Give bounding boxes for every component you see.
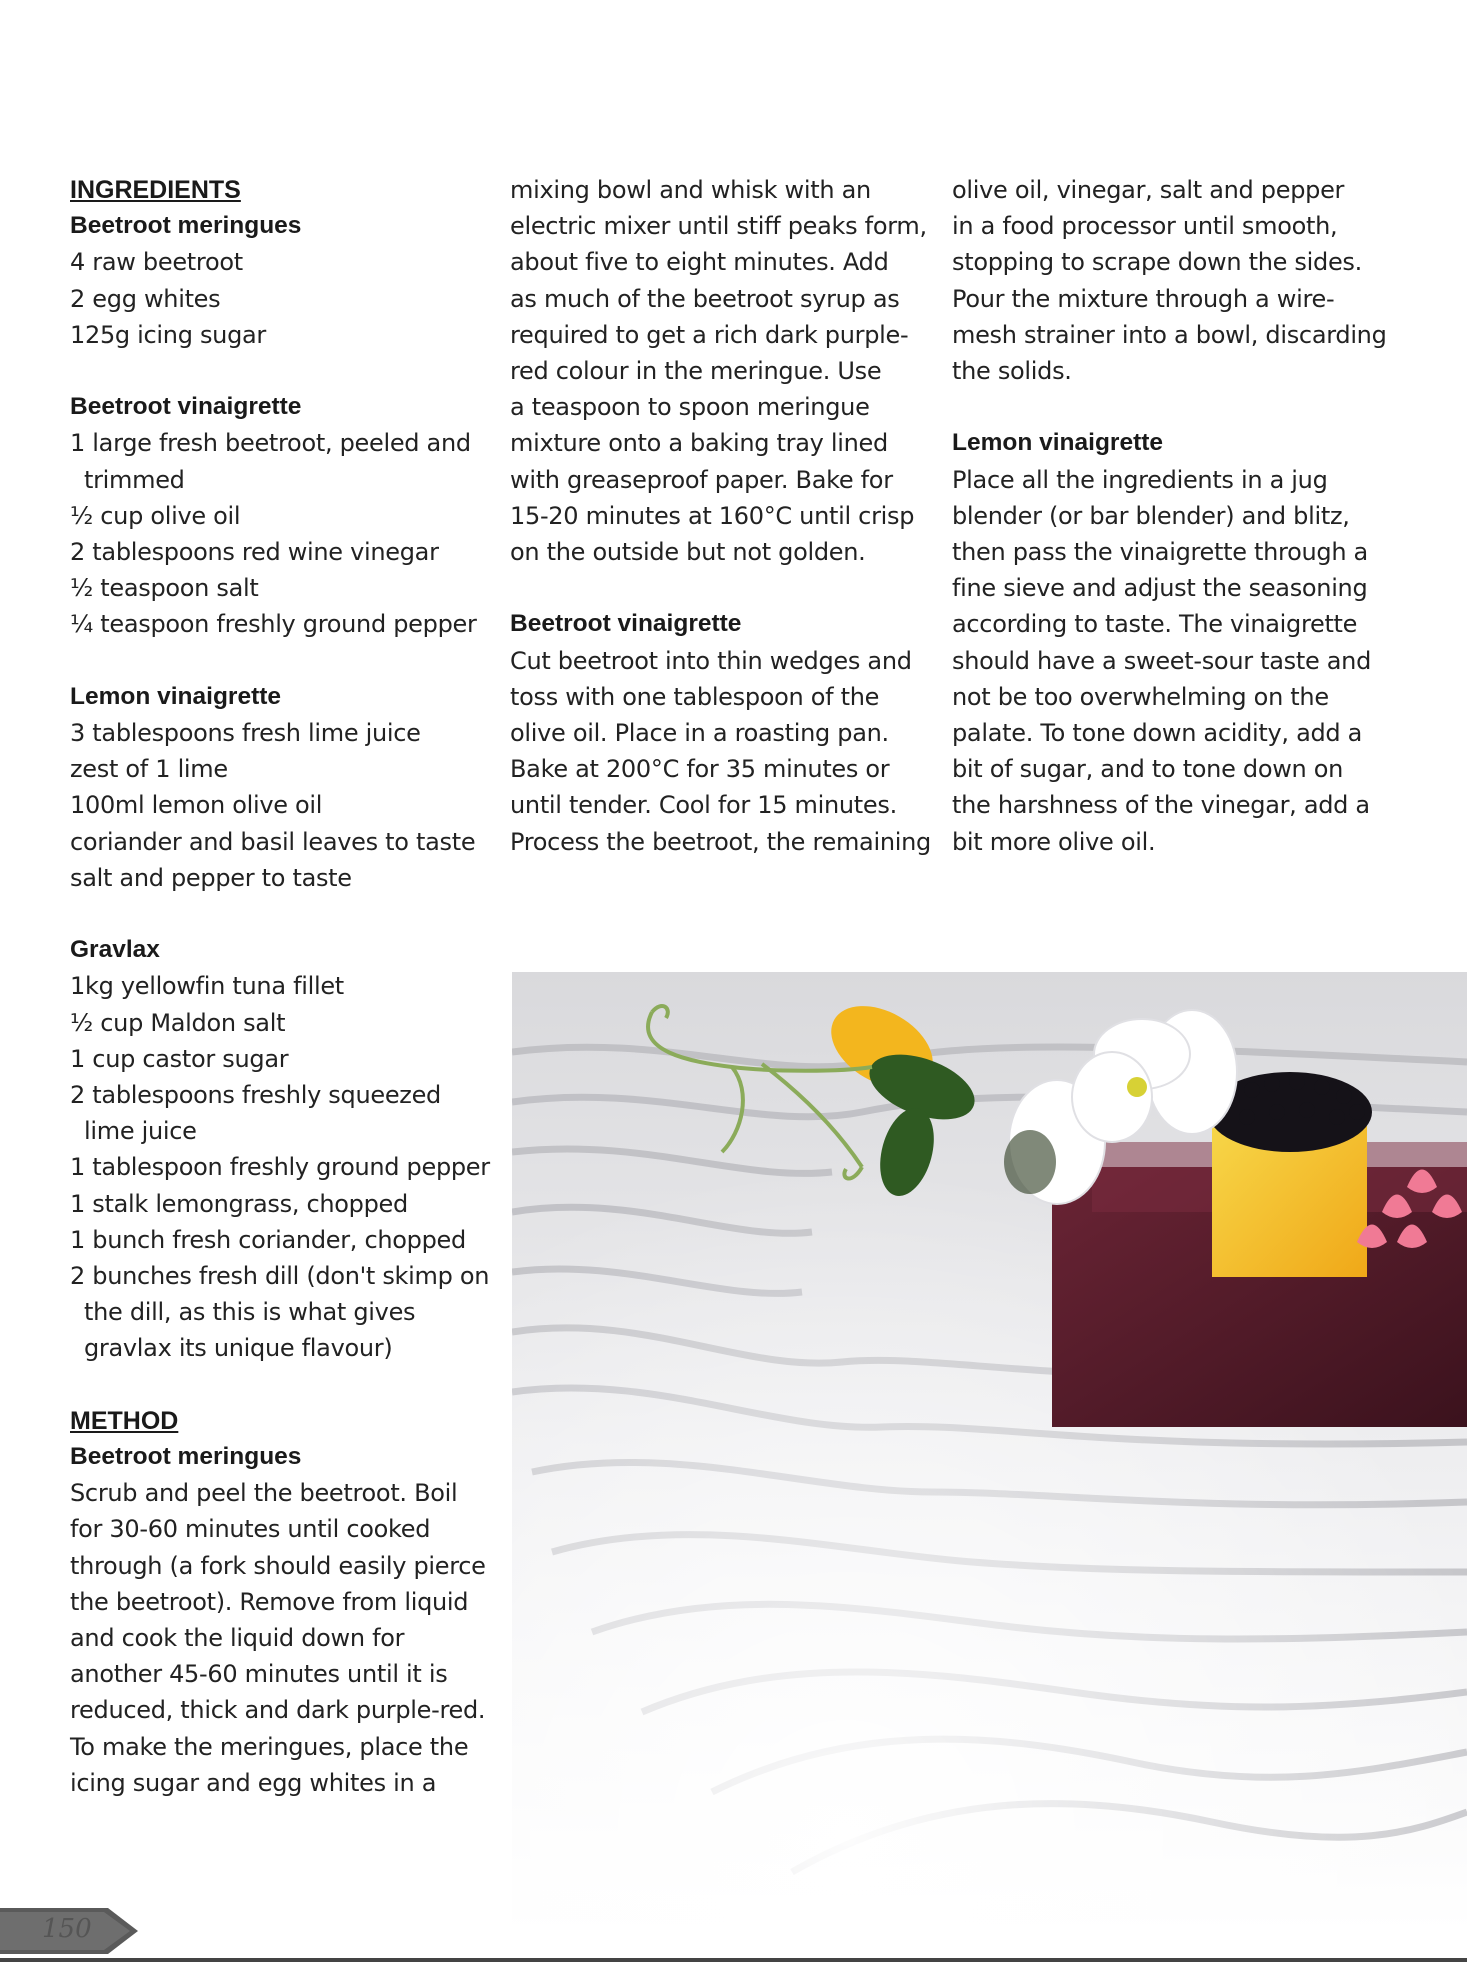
subsection-heading: Beetroot meringues [70, 212, 302, 240]
text-line: 1 large fresh beetroot, peeled and [70, 429, 471, 458]
subsection-heading: Gravlax [70, 936, 160, 964]
subsection-heading: Beetroot vinaigrette [510, 610, 742, 638]
text-line: the beetroot). Remove from liquid [70, 1587, 469, 1616]
spacer [952, 389, 1372, 425]
text-line: ½ cup olive oil [70, 501, 241, 530]
text-line: 2 tablespoons red wine vinegar [70, 538, 439, 567]
method-column-2 [510, 172, 931, 860]
text-line: and cook the liquid down for [70, 1624, 405, 1653]
bottom-rule [0, 1958, 1467, 1962]
text-line: about five to eight minutes. Add [510, 248, 889, 277]
spacer [70, 643, 480, 679]
text-line: 15-20 minutes at 160°C until crisp [510, 501, 915, 530]
text-line: 125g icing sugar [70, 320, 267, 349]
text-line: fine sieve and adjust the seasoning [952, 574, 1368, 603]
page-number: 150 [42, 1914, 92, 1944]
text-line: then pass the vinaigrette through a [952, 538, 1368, 567]
text-line: bit more olive oil. [952, 827, 1156, 856]
text-line: bit of sugar, and to tone down on [952, 755, 1344, 784]
subsection-heading: Beetroot meringues [70, 1443, 302, 1471]
text-line: should have a sweet-sour taste and [952, 646, 1371, 675]
text-line: lime juice [84, 1117, 197, 1146]
text-line: To make the meringues, place the [70, 1732, 469, 1761]
text-line: the solids. [952, 357, 1072, 386]
text-line: mesh strainer into a bowl, discarding [952, 320, 1387, 349]
text-line: Scrub and peel the beetroot. Boil [70, 1479, 458, 1508]
subsection-heading: Lemon vinaigrette [952, 429, 1164, 457]
text-line: until tender. Cool for 15 minutes. [510, 791, 897, 820]
text-line: the dill, as this is what gives [84, 1298, 416, 1327]
subsection-heading: Beetroot vinaigrette [70, 393, 302, 421]
text-line: red colour in the meringue. Use [510, 357, 882, 386]
text-line: ½ teaspoon salt [70, 574, 259, 603]
dish-photo [512, 972, 1467, 1932]
text-line: Process the beetroot, the remaining [510, 827, 931, 856]
text-line: toss with one tablespoon of the [510, 682, 880, 711]
text-line: Cut beetroot into thin wedges and [510, 646, 912, 675]
text-line: electric mixer until stiff peaks form, [510, 212, 927, 241]
page-number-tab [0, 1908, 140, 1954]
section-heading: METHOD [70, 1406, 179, 1435]
text-line: Place all the ingredients in a jug [952, 465, 1328, 494]
text-line: mixture onto a baking tray lined [510, 429, 888, 458]
text-line: in a food processor until smooth, [952, 212, 1338, 241]
text-line: ½ cup Maldon salt [70, 1008, 286, 1037]
text-line: as much of the beetroot syrup as [510, 284, 900, 313]
text-line: according to taste. The vinaigrette [952, 610, 1358, 639]
text-line: on the outside but not golden. [510, 538, 866, 567]
text-line: palate. To tone down acidity, add a [952, 719, 1363, 748]
method-column-3 [952, 172, 1387, 860]
text-line: gravlax its unique flavour) [84, 1334, 393, 1363]
spacer [70, 896, 480, 932]
text-line: ¼ teaspoon freshly ground pepper [70, 610, 477, 639]
text-line: 2 tablespoons freshly squeezed [70, 1081, 441, 1110]
text-line: 1 cup castor sugar [70, 1044, 289, 1073]
text-line: 3 tablespoons fresh lime juice [70, 719, 421, 748]
text-line: reduced, thick and dark purple-red. [70, 1696, 486, 1725]
text-line: olive oil. Place in a roasting pan. [510, 719, 889, 748]
text-line: through (a fork should easily pierce [70, 1551, 486, 1580]
text-line: 100ml lemon olive oil [70, 791, 323, 820]
text-line: zest of 1 lime [70, 755, 228, 784]
text-line: icing sugar and egg whites in a [70, 1768, 437, 1797]
text-line: Pour the mixture through a wire- [952, 284, 1335, 313]
text-line: for 30-60 minutes until cooked [70, 1515, 431, 1544]
text-line: stopping to scrape down the sides. [952, 248, 1362, 277]
text-line: coriander and basil leaves to taste [70, 827, 476, 856]
spacer [70, 353, 480, 389]
spacer [510, 570, 920, 606]
text-line: olive oil, vinegar, salt and pepper [952, 176, 1345, 204]
text-line: not be too overwhelming on the [952, 682, 1329, 711]
text-line: Bake at 200°C for 35 minutes or [510, 755, 890, 784]
text-line: 2 egg whites [70, 284, 221, 313]
text-line: 4 raw beetroot [70, 248, 243, 277]
text-line: 2 bunches fresh dill (don't skimp on [70, 1262, 490, 1291]
text-line: the harshness of the vinegar, add a [952, 791, 1370, 820]
spacer [70, 1367, 480, 1403]
text-line: 1 stalk lemongrass, chopped [70, 1189, 408, 1218]
text-line: 1 bunch fresh coriander, chopped [70, 1225, 466, 1254]
text-line: required to get a rich dark purple- [510, 320, 909, 349]
text-line: another 45-60 minutes until it is [70, 1660, 448, 1689]
subsection-heading: Lemon vinaigrette [70, 682, 282, 710]
text-line: blender (or bar blender) and blitz, [952, 501, 1350, 530]
ingredients-column [70, 172, 490, 1801]
text-line: trimmed [84, 465, 185, 494]
text-line: 1kg yellowfin tuna fillet [70, 972, 344, 1001]
text-line: mixing bowl and whisk with an [510, 176, 871, 204]
text-line: 1 tablespoon freshly ground pepper [70, 1153, 490, 1182]
text-line: with greaseproof paper. Bake for [510, 465, 893, 494]
text-line: a teaspoon to spoon meringue [510, 393, 870, 422]
section-heading: INGREDIENTS [70, 176, 241, 204]
text-line: salt and pepper to taste [70, 863, 352, 892]
